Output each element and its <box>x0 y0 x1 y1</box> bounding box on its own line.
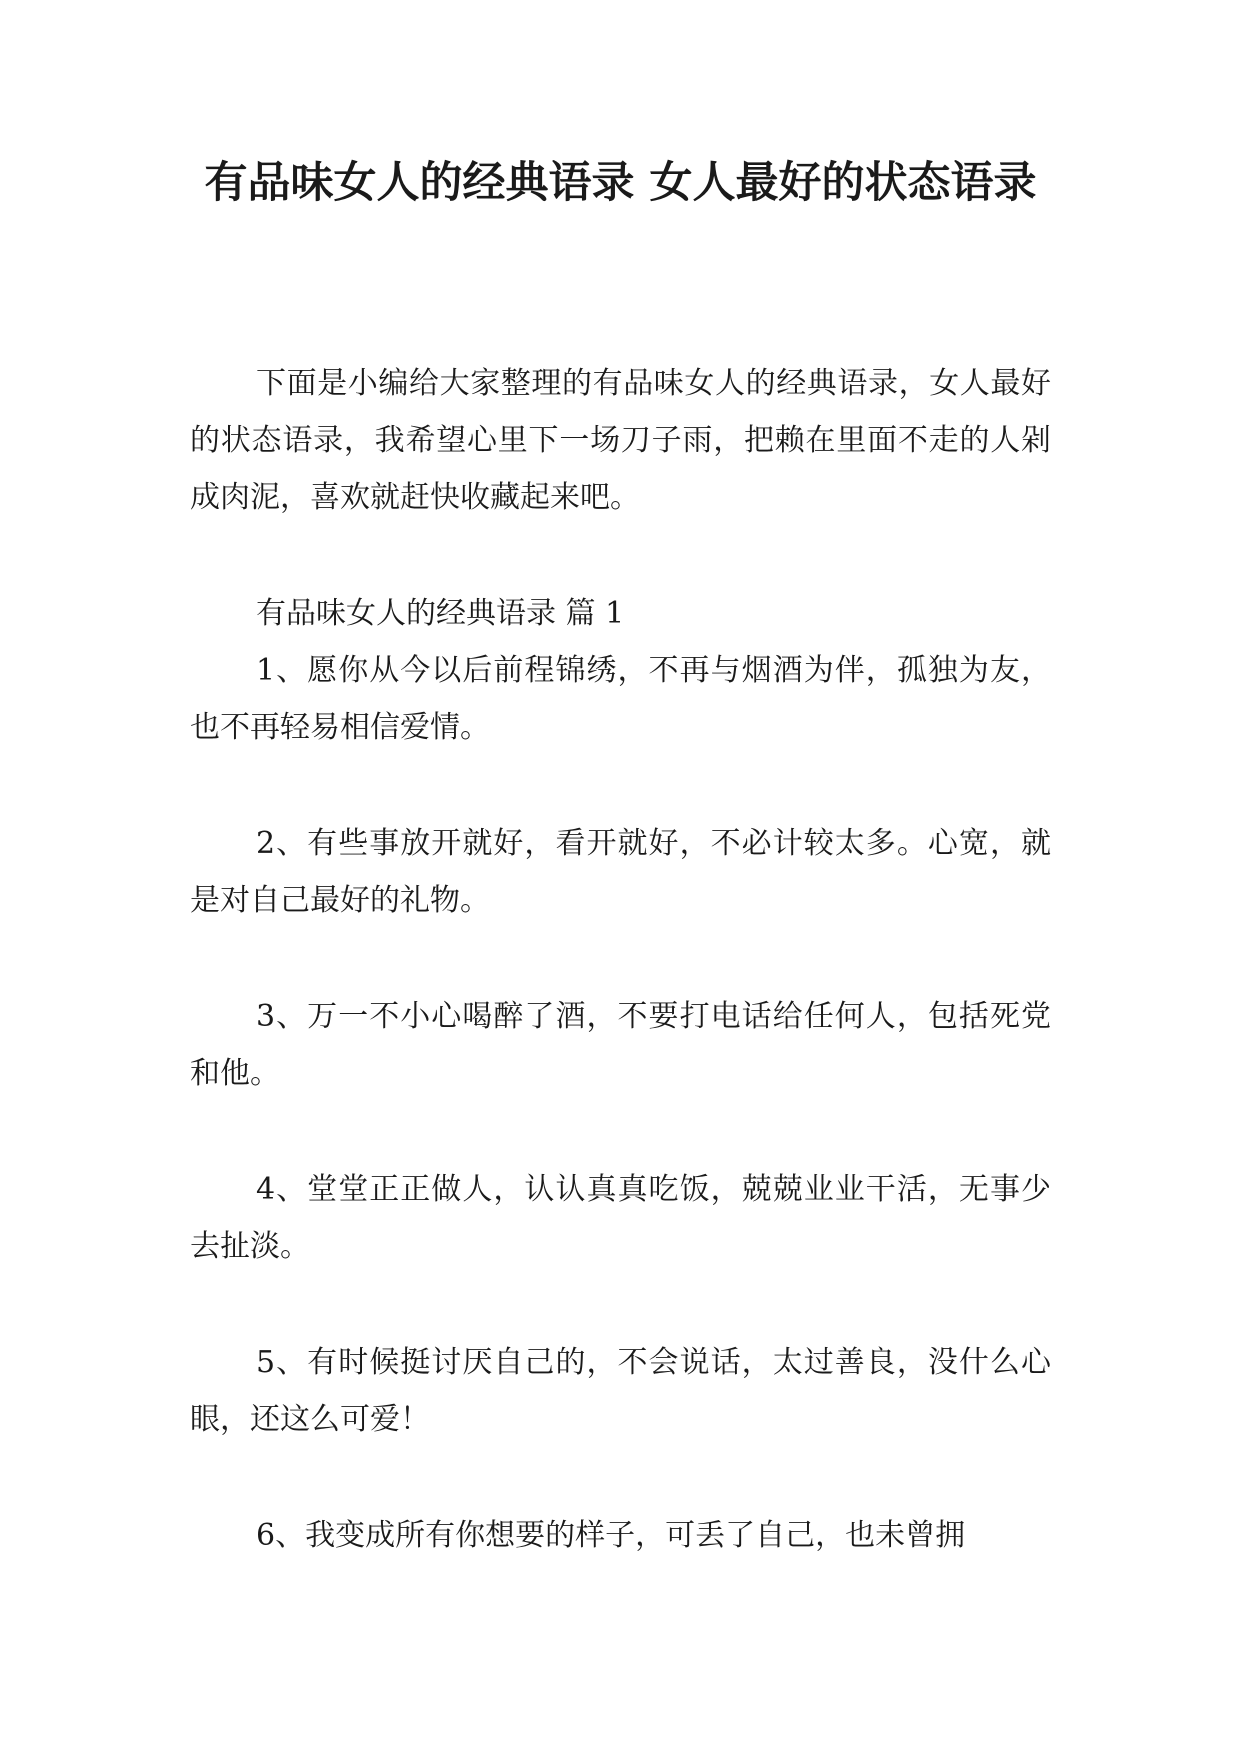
section-heading: 有品味女人的经典语录 篇 1 <box>256 596 625 631</box>
quote-item-3: 3、万一不小心喝醉了酒，不要打电话给任何人，包括死党和他。 <box>190 999 1051 1091</box>
document-title: 有品味女人的经典语录 女人最好的状态语录 <box>204 158 1037 208</box>
quote-item-1: 1、愿你从今以后前程锦绣，不再与烟酒为伴，孤独为友，也不再轻易相信爱情。 <box>190 653 1051 745</box>
quote-item-6: 6、我变成所有你想要的样子，可丢了自己，也未曾拥 <box>256 1518 966 1553</box>
quote-item-5: 5、有时候挺讨厌自己的，不会说话，太过善良，没什么心眼，还这么可爱！ <box>190 1345 1051 1437</box>
quote-item-2: 2、有些事放开就好，看开就好，不必计较太多。心宽，就是对自己最好的礼物。 <box>190 826 1051 918</box>
intro-paragraph: 下面是小编给大家整理的有品味女人的经典语录，女人最好的状态语录，我希望心里下一场刀子雨，把赖在里面不走的人剁成肉泥，喜欢就赶快收藏起来吧。 <box>190 366 1051 515</box>
quote-item-4: 4、堂堂正正做人，认认真真吃饭，兢兢业业干活，无事少去扯淡。 <box>190 1172 1051 1264</box>
